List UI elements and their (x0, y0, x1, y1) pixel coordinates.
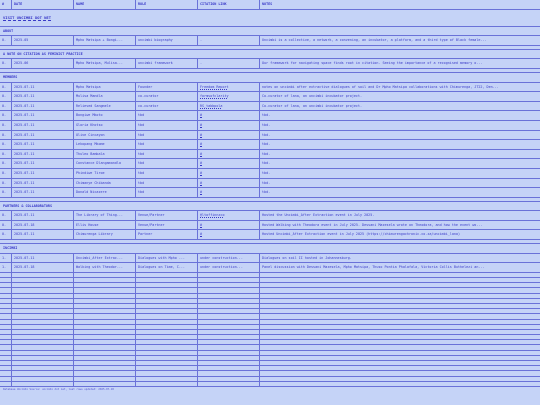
name-cell[interactable]: Thuleo Bambala (73, 150, 135, 159)
date-cell[interactable]: 2025-07-11 (11, 159, 73, 168)
row-number[interactable]: 0. (2, 232, 7, 237)
empty-cell[interactable] (11, 377, 73, 381)
citation-cell[interactable] (197, 121, 259, 130)
empty-cell[interactable] (11, 366, 73, 370)
empty-cell[interactable] (197, 366, 259, 370)
date-cell[interactable]: 2025-07-11 (11, 150, 73, 159)
empty-cell[interactable] (11, 278, 73, 282)
date-cell[interactable]: 2025-07-11 (11, 111, 73, 120)
empty-cell[interactable] (11, 335, 73, 339)
empty-cell[interactable] (197, 278, 259, 282)
empty-cell[interactable] (0, 294, 11, 298)
notes-cell[interactable]: tbd. (259, 131, 540, 140)
name-cell[interactable]: Gloria Khotso (73, 121, 135, 130)
empty-cell[interactable] (0, 278, 11, 282)
empty-cell[interactable] (73, 273, 135, 277)
empty-cell[interactable] (197, 340, 259, 344)
page-title-link[interactable]: VISIT UNCIMBI DOT NET (3, 14, 52, 20)
row-number[interactable]: 0. (2, 103, 7, 108)
empty-cell[interactable] (197, 382, 259, 386)
empty-cell[interactable] (197, 371, 259, 375)
empty-cell[interactable] (11, 294, 73, 298)
empty-cell[interactable] (197, 361, 259, 365)
empty-cell[interactable] (11, 371, 73, 375)
name-cell[interactable]: Mulisa Mandla (73, 92, 135, 101)
empty-cell[interactable] (0, 283, 11, 287)
empty-cell[interactable] (73, 382, 135, 386)
empty-cell[interactable] (73, 371, 135, 375)
empty-cell[interactable] (135, 309, 197, 313)
role-cell[interactable]: tbd (135, 140, 197, 149)
column-header-date[interactable]: DATE (11, 0, 73, 9)
empty-cell[interactable] (135, 288, 197, 292)
citation-cell[interactable] (197, 188, 259, 197)
empty-cell[interactable] (135, 366, 197, 370)
empty-cell[interactable] (73, 288, 135, 292)
empty-cell[interactable] (197, 273, 259, 277)
empty-cell[interactable] (11, 345, 73, 349)
empty-cell[interactable] (11, 330, 73, 334)
empty-cell[interactable] (197, 335, 259, 339)
empty-cell[interactable] (259, 356, 540, 360)
empty-cell[interactable] (11, 325, 73, 329)
empty-cell[interactable] (135, 283, 197, 287)
role-cell[interactable]: Venue/Partner (135, 211, 197, 220)
name-cell[interactable]: Lekopang Mkome (73, 140, 135, 149)
citation-link[interactable]: # (200, 142, 203, 147)
citation-link[interactable]: # (200, 170, 203, 175)
empty-cell[interactable] (11, 340, 73, 344)
empty-cell[interactable] (73, 366, 135, 370)
table-row[interactable] (0, 111, 540, 121)
empty-cell[interactable] (259, 340, 540, 344)
empty-cell[interactable] (197, 351, 259, 355)
empty-cell[interactable] (11, 304, 73, 308)
table-row[interactable] (0, 254, 540, 264)
name-cell[interactable]: Walking with Theodor... (73, 263, 135, 272)
role-cell[interactable]: co-curator (135, 102, 197, 111)
citation-link[interactable]: formsofclarity (200, 94, 229, 99)
empty-cell[interactable] (197, 299, 259, 303)
empty-cell[interactable] (0, 371, 11, 375)
empty-cell[interactable] (135, 382, 197, 386)
empty-cell[interactable] (259, 366, 540, 370)
date-cell[interactable]: 2025-07-18 (11, 263, 73, 272)
empty-cell[interactable] (0, 340, 11, 344)
date-cell[interactable]: 2025-07-11 (11, 254, 73, 263)
empty-cell[interactable] (259, 288, 540, 292)
empty-cell[interactable] (135, 273, 197, 277)
table-row[interactable] (0, 263, 540, 273)
citation-cell[interactable]: under construction... (197, 263, 259, 272)
empty-cell[interactable] (73, 345, 135, 349)
role-cell[interactable]: tbd (135, 121, 197, 130)
empty-cell[interactable] (0, 288, 11, 292)
row-number[interactable]: 0. (2, 161, 7, 166)
citation-cell[interactable] (197, 92, 259, 101)
empty-cell[interactable] (73, 330, 135, 334)
empty-cell[interactable] (0, 273, 11, 277)
citation-cell[interactable] (197, 211, 259, 220)
empty-cell[interactable] (0, 309, 11, 313)
role-cell[interactable]: tbd (135, 169, 197, 178)
row-number[interactable]: 0. (2, 132, 7, 137)
empty-cell[interactable] (197, 294, 259, 298)
empty-cell[interactable] (73, 325, 135, 329)
empty-cell[interactable] (0, 345, 11, 349)
table-row[interactable] (0, 140, 540, 150)
role-cell[interactable]: tbd (135, 150, 197, 159)
citation-cell[interactable] (197, 221, 259, 230)
row-number[interactable]: 0. (2, 94, 7, 99)
table-row[interactable] (0, 150, 540, 160)
empty-cell[interactable] (259, 314, 540, 318)
role-cell[interactable]: Dialogues with Mpho ... (135, 254, 197, 263)
section-header[interactable]: INCIMBI (0, 244, 540, 254)
date-cell[interactable]: 2025-07-11 (11, 92, 73, 101)
empty-cell[interactable] (135, 299, 197, 303)
empty-cell[interactable] (197, 304, 259, 308)
table-row[interactable] (0, 92, 540, 102)
table-row[interactable] (0, 102, 540, 112)
empty-cell[interactable] (135, 377, 197, 381)
table-row[interactable] (0, 188, 540, 198)
empty-cell[interactable] (259, 299, 540, 303)
table-row[interactable] (0, 211, 540, 221)
name-cell[interactable]: Constance Dlangamandla (73, 159, 135, 168)
date-cell[interactable]: 2025-07-11 (11, 140, 73, 149)
notes-cell[interactable]: Co-curator of lana, an uncimbi incubator project. (259, 102, 540, 111)
empty-cell[interactable] (135, 304, 197, 308)
empty-cell[interactable] (197, 377, 259, 381)
empty-cell[interactable] (259, 377, 540, 381)
role-cell[interactable]: co-curator (135, 92, 197, 101)
name-cell[interactable]: Olive Cincayon (73, 131, 135, 140)
role-cell[interactable]: tbd (135, 188, 197, 197)
empty-cell[interactable] (0, 356, 11, 360)
empty-cell[interactable] (259, 283, 540, 287)
empty-cell[interactable] (11, 361, 73, 365)
empty-cell[interactable] (11, 314, 73, 318)
empty-cell[interactable] (135, 351, 197, 355)
footer-note: Database Uncimbi Source: uncimbi dot net, last rows updated: 2025-07-18 (3, 388, 114, 391)
empty-cell[interactable] (135, 340, 197, 344)
column-header-name[interactable]: NAME (73, 0, 135, 9)
name-cell[interactable]: Phindiwe Tiroe (73, 169, 135, 178)
name-cell[interactable]: Relieved Sangmele (73, 102, 135, 111)
table-row[interactable] (0, 121, 540, 131)
notes-cell[interactable]: tbd. (259, 150, 540, 159)
name-cell[interactable]: Bongiwe Mkoto (73, 111, 135, 120)
row-number[interactable]: 0. (2, 84, 7, 89)
citation-cell[interactable]: under construction... (197, 254, 259, 263)
notes-cell[interactable]: Hosted Uncimbi_After Extraction event in July 2025 (https://chimurengachronic.co.za/uncimbi_lana) (259, 230, 540, 239)
empty-cell[interactable] (73, 361, 135, 365)
empty-cell[interactable] (73, 320, 135, 324)
row-number[interactable]: 0. (2, 142, 7, 147)
row-number[interactable]: 0. (2, 122, 7, 127)
date-cell[interactable]: 2025-07-11 (11, 121, 73, 130)
empty-cell[interactable] (73, 304, 135, 308)
table-row[interactable] (0, 169, 540, 179)
empty-cell[interactable] (73, 340, 135, 344)
role-cell[interactable]: tbd (135, 159, 197, 168)
empty-cell[interactable] (197, 320, 259, 324)
notes-cell[interactable]: tbd. (259, 140, 540, 149)
empty-cell[interactable] (11, 273, 73, 277)
role-cell[interactable]: Partner (135, 230, 197, 239)
table-row[interactable] (0, 221, 540, 231)
notes-cell[interactable]: Co-curator of lana, an uncimbi incubator project. (259, 92, 540, 101)
table-body (0, 27, 540, 273)
empty-cell[interactable] (11, 351, 73, 355)
table-row[interactable] (0, 59, 540, 69)
empty-cell[interactable] (0, 366, 11, 370)
table-row[interactable] (0, 179, 540, 189)
empty-cell[interactable] (259, 278, 540, 282)
date-cell[interactable]: 2025-07-11 (11, 179, 73, 188)
name-cell[interactable]: Ellis House (73, 221, 135, 230)
notes-cell[interactable]: Panel discussion with Dessani Mazesela, Mpho Matsipa, Thuso Pontia Phalafala, Victoria Collis Buthelezi an... (259, 263, 540, 272)
empty-cell[interactable] (11, 283, 73, 287)
empty-cell[interactable] (0, 299, 11, 303)
citation-link[interactable]: # (200, 113, 203, 118)
citation-cell[interactable] (197, 179, 259, 188)
empty-cell[interactable] (73, 356, 135, 360)
citation-link[interactable]: # (200, 122, 203, 127)
citation-link[interactable]: RS_tabbpola (200, 103, 223, 108)
row-number[interactable]: 0. (2, 38, 7, 43)
notes-cell[interactable]: Our framework for navigating space finds root in citation. Seeing the importance of a recognised memory o... (259, 59, 540, 68)
empty-cell[interactable] (135, 361, 197, 365)
empty-cell[interactable] (259, 351, 540, 355)
empty-cell[interactable] (11, 299, 73, 303)
citation-cell[interactable] (197, 169, 259, 178)
empty-cell[interactable] (135, 371, 197, 375)
citation-link[interactable]: # (200, 151, 203, 156)
citation-cell[interactable] (197, 230, 259, 239)
empty-cell[interactable] (197, 288, 259, 292)
row-number[interactable]: 0. (2, 190, 7, 195)
name-cell[interactable]: Donald Nicazere (73, 188, 135, 197)
role-cell[interactable]: Founder (135, 83, 197, 92)
name-cell[interactable]: Chimurenga Library (73, 230, 135, 239)
empty-cell[interactable] (0, 304, 11, 308)
notes-cell[interactable]: tbd. (259, 111, 540, 120)
empty-cell[interactable] (197, 356, 259, 360)
citation-cell[interactable] (197, 140, 259, 149)
date-cell[interactable]: 2025-07-11 (11, 131, 73, 140)
name-cell[interactable]: Chimanye Chibanda (73, 179, 135, 188)
citation-link[interactable]: # (200, 161, 203, 166)
empty-cell[interactable] (259, 330, 540, 334)
empty-cell[interactable] (135, 320, 197, 324)
notes-cell[interactable]: tbd. (259, 121, 540, 130)
empty-cell[interactable] (0, 335, 11, 339)
role-cell[interactable]: tbd (135, 131, 197, 140)
citation-cell[interactable] (197, 102, 259, 111)
empty-cell[interactable] (0, 351, 11, 355)
date-cell[interactable]: 2025-07-11 (11, 102, 73, 111)
row-number[interactable]: 0. (2, 170, 7, 175)
empty-cell[interactable] (197, 314, 259, 318)
empty-cell[interactable] (259, 371, 540, 375)
section-header[interactable]: A NOTE ON CITATION AS FEMINIST PRACTICE (0, 50, 540, 60)
table-row[interactable] (0, 83, 540, 93)
empty-cell[interactable] (73, 314, 135, 318)
notes-cell[interactable]: notes on uncimbi after extractive dialogues of soil and Dr Mpho Matsipa collaborations with Chimurenga, JT22, Den... (259, 83, 540, 92)
empty-cell[interactable] (197, 283, 259, 287)
empty-cell[interactable] (11, 356, 73, 360)
citation-link[interactable]: # (200, 232, 203, 237)
empty-cell[interactable] (259, 345, 540, 349)
table-row[interactable] (0, 36, 540, 46)
empty-rows (0, 273, 540, 387)
row-number[interactable]: 0. (2, 113, 7, 118)
section-header[interactable]: PARTNERS & COLLABORATORS (0, 202, 540, 212)
empty-cell[interactable] (135, 325, 197, 329)
empty-cell[interactable] (135, 278, 197, 282)
empty-cell[interactable] (73, 299, 135, 303)
empty-cell[interactable] (0, 325, 11, 329)
notes-cell[interactable]: Dialogues on soil II hosted in Johannesburg. (259, 254, 540, 263)
notes-cell[interactable]: Uncimbi is a collective, a network, a convening, an incubator, a platform, and a third type of Black female... (259, 36, 540, 45)
citation-link[interactable]: @ltoffinnzco (200, 213, 225, 218)
date-cell[interactable]: 2025-07-18 (11, 221, 73, 230)
empty-cell[interactable] (73, 283, 135, 287)
empty-cell[interactable] (197, 325, 259, 329)
column-header-notes[interactable]: NOTES (259, 0, 540, 9)
empty-cell[interactable] (197, 330, 259, 334)
citation-link[interactable]: Freedom Report (200, 84, 229, 89)
empty-cell[interactable] (73, 294, 135, 298)
date-cell[interactable]: 2025-07-11 (11, 169, 73, 178)
empty-cell[interactable] (0, 361, 11, 365)
page-title[interactable] (0, 10, 540, 27)
citation-link[interactable]: # (200, 180, 203, 185)
empty-cell[interactable] (135, 345, 197, 349)
empty-row[interactable] (0, 382, 540, 387)
empty-cell[interactable] (0, 314, 11, 318)
empty-cell[interactable] (73, 335, 135, 339)
empty-cell[interactable] (11, 288, 73, 292)
notes-cell[interactable]: tbd. (259, 169, 540, 178)
empty-cell[interactable] (197, 345, 259, 349)
name-cell[interactable]: Mpho Matsipa, Mulisa... (73, 59, 135, 68)
section-header[interactable]: ABOUT (0, 27, 540, 37)
empty-cell[interactable] (0, 382, 11, 386)
empty-cell[interactable] (0, 320, 11, 324)
empty-cell[interactable] (11, 382, 73, 386)
role-cell[interactable]: tbd (135, 111, 197, 120)
empty-cell[interactable] (259, 294, 540, 298)
row-number[interactable]: 1. (2, 265, 7, 270)
empty-cell[interactable] (259, 304, 540, 308)
date-cell[interactable]: 2025-07-11 (11, 230, 73, 239)
citation-cell[interactable] (197, 150, 259, 159)
empty-cell[interactable] (135, 330, 197, 334)
empty-cell[interactable] (135, 356, 197, 360)
notes-cell[interactable]: tbd. (259, 188, 540, 197)
citation-cell[interactable]: - (197, 59, 259, 68)
role-cell[interactable]: uncimbi biography (135, 36, 197, 45)
citation-cell[interactable]: - (197, 36, 259, 45)
row-number[interactable]: 0. (2, 222, 7, 227)
empty-cell[interactable] (259, 273, 540, 277)
empty-cell[interactable] (259, 382, 540, 386)
role-cell[interactable]: uncimbi framework (135, 59, 197, 68)
notes-cell[interactable]: Hosted Walking with Theodora event in July 2025. Dessani Mazesela wrote on Theodora, and how the event wo... (259, 221, 540, 230)
date-cell[interactable]: 2025-05 (11, 36, 73, 45)
citation-link[interactable]: # (200, 222, 203, 227)
date-cell[interactable]: 2025-07-11 (11, 83, 73, 92)
empty-cell[interactable] (135, 314, 197, 318)
empty-cell[interactable] (259, 320, 540, 324)
date-cell[interactable]: 2025-06 (11, 59, 73, 68)
name-cell[interactable]: Mpho Matsipa (73, 83, 135, 92)
empty-cell[interactable] (135, 294, 197, 298)
table-row[interactable] (0, 131, 540, 141)
citation-cell[interactable] (197, 111, 259, 120)
notes-cell[interactable]: Hosted the Uncimbi_After Extraction event in July 2025. (259, 211, 540, 220)
notes-cell[interactable]: tbd. (259, 159, 540, 168)
citation-cell[interactable] (197, 131, 259, 140)
date-cell[interactable]: 2025-07-11 (11, 188, 73, 197)
table-row[interactable] (0, 159, 540, 169)
column-header-citation[interactable]: CITATION LINK (197, 0, 259, 9)
name-cell[interactable]: Mpho Matsipa + Bongi... (73, 36, 135, 45)
empty-cell[interactable] (73, 377, 135, 381)
role-cell[interactable]: Dialogues on Time, C... (135, 263, 197, 272)
citation-cell[interactable] (197, 83, 259, 92)
role-cell[interactable]: tbd (135, 179, 197, 188)
table-row[interactable] (0, 230, 540, 240)
empty-cell[interactable] (197, 309, 259, 313)
empty-cell[interactable] (259, 325, 540, 329)
citation-link[interactable]: # (200, 132, 203, 137)
header-row (0, 0, 540, 10)
section-header[interactable]: MEMBERS (0, 73, 540, 83)
citation-link[interactable]: # (200, 190, 203, 195)
column-header-num[interactable]: # (2, 2, 5, 6)
date-cell[interactable]: 2025-07-11 (11, 211, 73, 220)
empty-cell[interactable] (259, 335, 540, 339)
empty-cell[interactable] (73, 351, 135, 355)
empty-cell[interactable] (73, 278, 135, 282)
row-number[interactable]: 0. (2, 151, 7, 156)
notes-cell[interactable]: tbd. (259, 179, 540, 188)
empty-cell[interactable] (259, 361, 540, 365)
empty-cell[interactable] (259, 309, 540, 313)
row-number[interactable]: 0. (2, 180, 7, 185)
empty-cell[interactable] (73, 309, 135, 313)
empty-cell[interactable] (11, 309, 73, 313)
row-number[interactable]: 0. (2, 61, 7, 66)
row-number[interactable]: 1. (2, 255, 7, 260)
name-cell[interactable]: The Library of Thing... (73, 211, 135, 220)
row-number[interactable]: 0. (2, 213, 7, 218)
empty-cell[interactable] (135, 335, 197, 339)
role-cell[interactable]: Venue/Partner (135, 221, 197, 230)
empty-cell[interactable] (0, 377, 11, 381)
column-header-role[interactable]: ROLE (135, 0, 197, 9)
citation-cell[interactable] (197, 159, 259, 168)
empty-cell[interactable] (0, 330, 11, 334)
empty-cell[interactable] (11, 320, 73, 324)
name-cell[interactable]: Uncimbi_After Extrac... (73, 254, 135, 263)
